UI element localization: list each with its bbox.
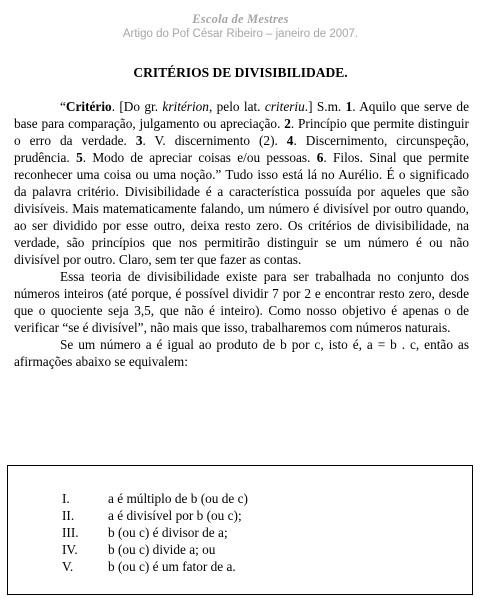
sense-number: 3: [135, 133, 143, 148]
statement-text: b (ou c) é divisor de a;: [108, 525, 228, 540]
sense-number: 2: [284, 116, 291, 131]
sense-number: 1: [345, 99, 353, 114]
statement-number: IV.: [62, 542, 78, 557]
sense-text: . Discernimento, circunspeção, prudência.: [14, 133, 470, 165]
sense-number: 5: [76, 150, 83, 165]
statement-text: a é múltiplo de b (ou de c): [108, 491, 248, 506]
list-item: [62, 507, 248, 524]
list-item: [62, 524, 248, 541]
statements-list: [62, 490, 248, 575]
etymology-text: , pelo lat.: [208, 99, 265, 114]
sense-text: . Princípio que permite distinguir o erro da verdade.: [14, 116, 469, 148]
sense-text: . V. discernimento (2).: [142, 133, 287, 148]
statement-number: III.: [62, 525, 79, 540]
sense-text: . Filos. Sinal que permite reconhecer uma coisa ou uma noção.” Tudo isso está lá no Aurélio. É o significado da palavra critério. Divisibilidade é a característica possuída por aqueles que são divisíveis. Mais matematicamente falando, um número é divisível por outro quando, ao ser dividido por esse outro, deixa resto zero. Os critérios de divisibilidade, na verdade, são princípios que nos permitirão distinguir se um número é ou não divisível por outro. Claro, sem ter que fazer as contas.: [14, 150, 469, 267]
article-subtitle: Artigo do Pof César Ribeiro – janeiro de 2007.: [122, 28, 359, 40]
term-criterio: Critério: [65, 99, 112, 114]
brand-name: Escola de Mestres: [192, 12, 289, 26]
list-item: [62, 541, 248, 558]
paragraph-equivalences: Se um número a é igual ao produto de b por c, isto é, a = b . c, então as afirmações abaixo se equivalem:: [14, 337, 469, 369]
sense-number: 4: [286, 133, 294, 148]
paragraph-theory: Essa teoria de divisibilidade existe para ser trabalhada no conjunto dos números inteiros (até porque, é possível dividir 7 por 2 e encontrar resto zero, desde que o quociente seja 3,5, que não é inteiro). Como nosso objetivo é apenas o de verificar “se é divisível”, não mais que isso, trabalharemos com números naturais.: [14, 269, 469, 335]
paragraph-definition: [14, 98, 469, 268]
statement-text: b (ou c) divide a; ou: [108, 542, 216, 557]
etymology-text: . [Do gr.: [111, 99, 163, 114]
list-item: [62, 558, 248, 575]
statement-text: b (ou c) é um fator de a.: [108, 559, 236, 574]
quote-open: “: [60, 99, 66, 114]
term-kriterion: kritérion: [162, 99, 209, 114]
statements-box: [7, 465, 473, 595]
etymology-text: .] S.m.: [304, 99, 346, 114]
sense-text: . Modo de apreciar coisas e/ou pessoas.: [82, 150, 317, 165]
sense-number: 6: [316, 150, 324, 165]
page-header: [0, 12, 481, 42]
article-body: [14, 98, 469, 370]
statement-text: a é divisível por b (ou c);: [108, 508, 242, 523]
statement-number: I.: [62, 491, 70, 506]
term-criteriu: criteriu: [264, 99, 305, 114]
document-title: CRITÉRIOS DE DIVISIBILIDADE.: [133, 65, 348, 80]
statement-number: II.: [62, 508, 75, 523]
statement-number: V.: [62, 559, 74, 574]
sense-text: . Aquilo que serve de base para comparação, julgamento ou apreciação.: [14, 99, 469, 131]
list-item: [62, 490, 248, 507]
